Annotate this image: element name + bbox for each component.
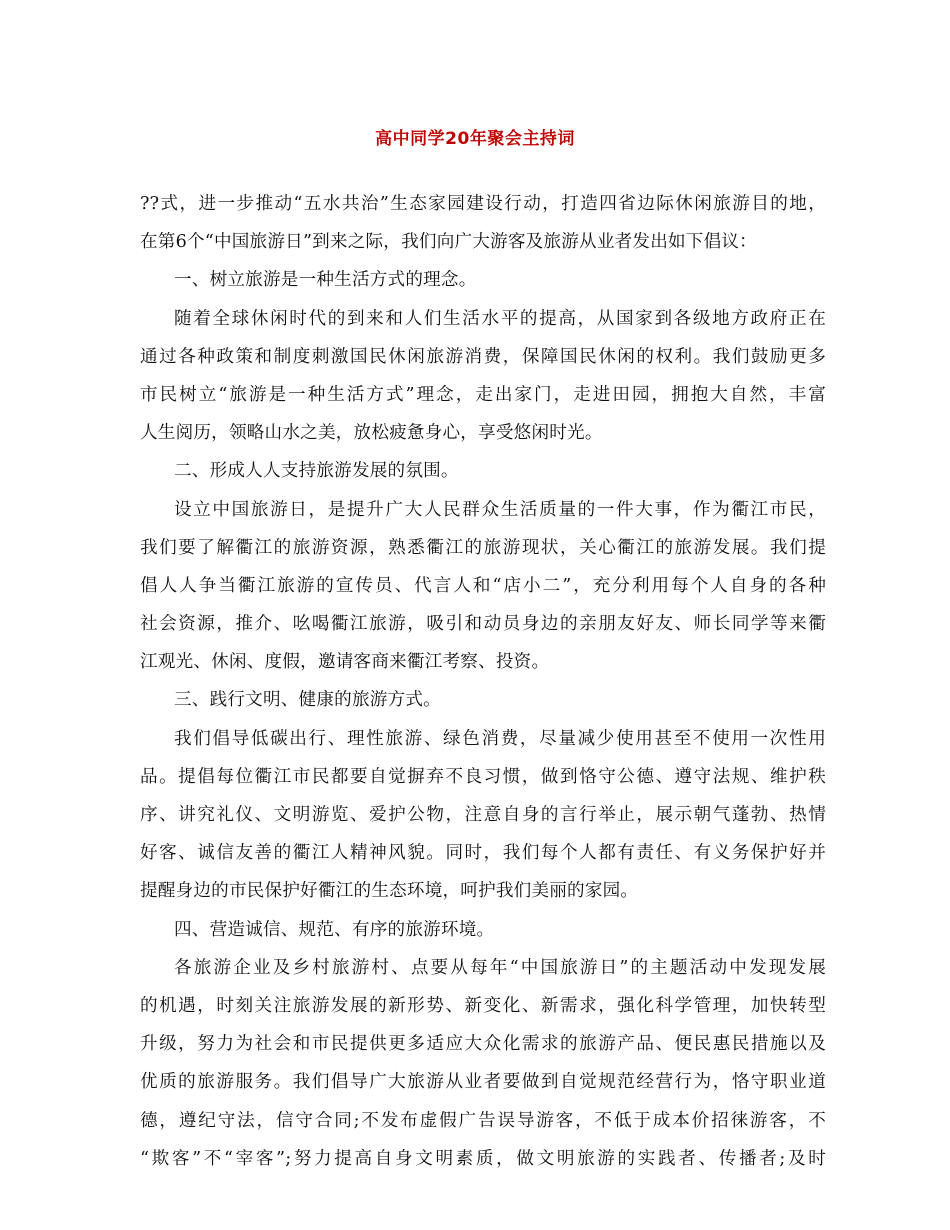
text-line: 提醒身边的市民保护好衢江的生态环境，呵护我们美丽的家园。	[140, 881, 639, 902]
text-line: 好客、诚信友善的衢江人精神风貌。同时，我们每个人都有责任、有义务保护好并	[140, 843, 826, 864]
text-line: 人生阅历，领略山水之美，放松疲惫身心，享受悠闲时光。	[140, 423, 603, 444]
text-line: 优质的旅游服务。我们倡导广大旅游从业者要做到自觉规范经营行为，恪守职业道	[140, 1072, 826, 1093]
text-line: 通过各种政策和制度刺激国民休闲旅游消费，保障国民休闲的权利。我们鼓励更多	[140, 346, 826, 367]
text-line: 社会资源，推介、吆喝衢江旅游，吸引和动员身边的亲朋友好友、师长同学等来衢	[140, 614, 826, 635]
text-line: 的机遇，时刻关注旅游发展的新形势、新变化、新需求，强化科学管理，加快转型	[140, 995, 826, 1016]
text-line: 一、树立旅游是一种生活方式的理念。	[174, 270, 477, 291]
text-line: 倡人人争当衢江旅游的宣传员、代言人和“店小二”，充分利用每个人自身的各种	[140, 575, 826, 596]
text-line: 设立中国旅游日，是提升广大人民群众生活质量的一件大事，作为衢江市民，	[174, 499, 826, 520]
text-line: 江观光、休闲、度假，邀请客商来衢江考察、投资。	[140, 652, 550, 673]
text-line: 各旅游企业及乡村旅游村、点要从每年“中国旅游日”的主题活动中发现发展	[174, 957, 826, 978]
text-line: 随着全球休闲时代的到来和人们生活水平的提高，从国家到各级地方政府正在	[174, 308, 826, 329]
text-line: “欺客”不“宰客”;努力提高自身文明素质，做文明旅游的实践者、传播者;及时	[140, 1148, 826, 1169]
text-line: 三、践行文明、健康的旅游方式。	[174, 690, 441, 711]
text-line: 四、营造诚信、规范、有序的旅游环境。	[174, 919, 495, 940]
document-title: 高中同学20年聚会主持词	[375, 129, 575, 149]
text-line: 我们要了解衢江的旅游资源，熟悉衢江的旅游现状，关心衢江的旅游发展。我们提	[140, 537, 826, 558]
text-line: 序、讲究礼仪、文明游览、爱护公物，注意自身的言行举止，展示朝气蓬勃、热情	[140, 805, 826, 825]
text-line: 德，遵纪守法，信守合同;不发布虚假广告误导游客，不低于成本价招徕游客，不	[140, 1110, 826, 1131]
document-body	[140, 185, 826, 1178]
text-line: 升级，努力为社会和市民提供更多适应大众化需求的旅游产品、便民惠民措施以及	[140, 1034, 826, 1055]
text-line: ??式，进一步推动“五水共治”生态家园建设行动，打造四省边际休闲旅游目的地，	[140, 194, 826, 214]
text-line: 市民树立“旅游是一种生活方式”理念，走出家门，走进田园，拥抱大自然，丰富	[140, 384, 826, 405]
text-line: 二、形成人人支持旅游发展的氛围。	[174, 461, 459, 482]
text-line: 我们倡导低碳出行、理性旅游、绿色消费，尽量减少使用甚至不使用一次性用	[174, 728, 826, 749]
text-line: 在第6个“中国旅游日”到来之际，我们向广大游客及旅游从业者发出如下倡议：	[140, 232, 757, 253]
text-line: 品。提倡每位衢江市民都要自觉摒弃不良习惯，做到恪守公德、遵守法规、维护秩	[140, 766, 826, 787]
